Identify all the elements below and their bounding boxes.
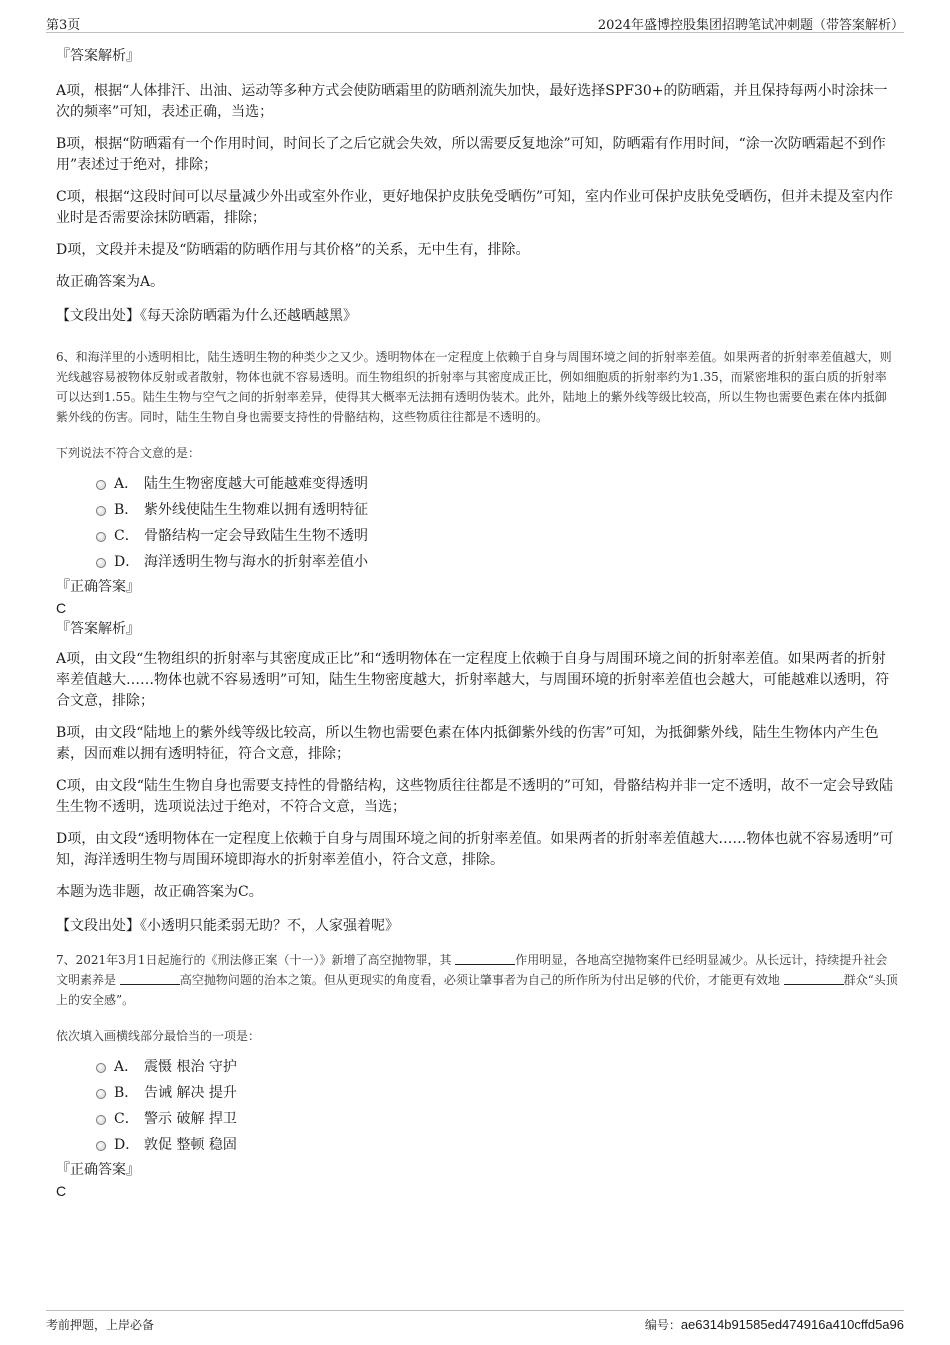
q7-option-c[interactable] — [56, 1106, 898, 1132]
main-content — [56, 44, 898, 1202]
document-id-label: 编号： — [644, 1318, 681, 1332]
document-title: 2024年盛博控股集团招聘笔试冲刺题（带答案解析） — [597, 18, 904, 33]
blank-1 — [455, 952, 515, 965]
q6-answer: C — [56, 600, 67, 616]
q7-answer: C — [56, 1183, 67, 1199]
option-letter: A． — [114, 1059, 139, 1075]
q5-analysis-label: 『答案解析』 — [56, 48, 140, 64]
option-letter: B． — [114, 502, 139, 518]
q5-analysis-c: C项，根据“这段时间可以尽量减少外出或室外作业，更好地保护皮肤免受晒伤”可知，室内作业可保护皮肤免受晒伤，但并未提及室内作业时是否需要涂抹防晒霜，排除； — [56, 189, 894, 226]
q6-option-b[interactable] — [56, 497, 898, 523]
q6-option-d[interactable] — [56, 549, 898, 575]
option-text: 骨骼结构一定会导致陆生生物不透明 — [144, 528, 368, 544]
option-text: 陆生生物密度越大可能越难变得透明 — [144, 476, 368, 492]
q7-stem-part-3: 高空抛物问题的治本之策。但从更现实的角度看，必须让肇事者为自己的所作所为付出足够的代价，才能更有效地 — [179, 973, 784, 987]
q6-conclusion: 本题为选非题，故正确答案为C。 — [56, 884, 263, 900]
option-letter: D． — [114, 1137, 140, 1153]
q6-analysis-c: C项，由文段“陆生生物自身也需要支持性的骨骼结构，这些物质往往都是不透明的”可知，骨骼结构并非一定不透明，故不一定会导致陆生生物不透明，选项说法过于绝对，不符合文意，当选； — [56, 778, 894, 815]
q6-option-c[interactable] — [56, 523, 898, 549]
q6-analysis-label: 『答案解析』 — [56, 621, 140, 637]
q5-analysis-a: A项，根据“人体排汗、出油、运动等多种方式会使防晒霜里的防晒剂流失加快，最好选择SPF30+的防晒霜，并且保持每两小时涂抹一次的频率”可知，表述正确，当选； — [56, 83, 888, 120]
radio-icon[interactable] — [96, 1141, 106, 1151]
q7-stem — [56, 950, 898, 1010]
q7-stem-part-1: 7、2021年3月1日起施行的《刑法修正案（十一）》新增了高空抛物罪，其 — [56, 953, 456, 967]
q7-prompt: 依次填入画横线部分最恰当的一项是： — [56, 1029, 261, 1043]
q5-analysis-d: D项，文段并未提及“防晒霜的防晒作用与其价格”的关系，无中生有，排除。 — [56, 242, 530, 258]
radio-icon[interactable] — [96, 1089, 106, 1099]
option-text: 敦促 整顿 稳固 — [144, 1137, 237, 1153]
blank-2 — [120, 972, 180, 985]
option-letter: B． — [114, 1085, 139, 1101]
q7-stem-part-4: 群众“头顶上的安全感”。 — [56, 973, 898, 1007]
option-letter: C． — [114, 528, 139, 544]
q7-stem-part-2: 作用明显，各地高空抛物案件已经明显减少。从长远计，持续提升社会文明素养是 — [56, 953, 888, 987]
option-letter: A． — [114, 476, 139, 492]
q6-analysis-d: D项，由文段“透明物体在一定程度上依赖于自身与周围环境之间的折射率差值。如果两者的折射率差值越大……物体也就不容易透明”可知，海洋透明生物与周围环境即海水的折射率差值小，符合文意，排除。 — [56, 831, 894, 868]
option-text: 震慑 根治 守护 — [144, 1059, 237, 1075]
q7-option-d[interactable] — [56, 1132, 898, 1158]
blank-3 — [784, 972, 844, 985]
document-id — [645, 1316, 904, 1333]
q7-answer-label: 『正确答案』 — [56, 1162, 140, 1178]
radio-icon[interactable] — [96, 1063, 106, 1073]
q5-analysis-b: B项，根据“防晒霜有一个作用时间，时间长了之后它就会失效，所以需要反复地涂”可知，防晒霜有作用时间，“涂一次防晒霜起不到作用”表述过于绝对，排除； — [56, 136, 886, 173]
radio-icon[interactable] — [96, 532, 106, 542]
radio-icon[interactable] — [96, 558, 106, 568]
q6-source: 【文段出处】《小透明只能柔弱无助？不，人家强着呢》 — [56, 918, 399, 934]
option-text: 海洋透明生物与海水的折射率差值小 — [144, 554, 368, 570]
q6-prompt: 下列说法不符合文意的是： — [56, 446, 201, 460]
option-text: 告诫 解决 提升 — [144, 1085, 237, 1101]
q6-answer-label: 『正确答案』 — [56, 579, 140, 595]
option-text: 紫外线使陆生生物难以拥有透明特征 — [144, 502, 368, 518]
radio-icon[interactable] — [96, 1115, 106, 1125]
option-letter: D． — [114, 554, 140, 570]
q7-options — [56, 1054, 898, 1158]
q6-options — [56, 471, 898, 575]
q7-option-a[interactable] — [56, 1054, 898, 1080]
page-header — [46, 12, 904, 33]
option-letter: C． — [114, 1111, 139, 1127]
q7-option-b[interactable] — [56, 1080, 898, 1106]
document-id-value: ae6314b91585ed474916a410cffd5a96 — [680, 1317, 904, 1332]
radio-icon[interactable] — [96, 506, 106, 516]
q6-analysis-a: A项，由文段“生物组织的折射率与其密度成正比”和“透明物体在一定程度上依赖于自身与周围环境之间的折射率差值。如果两者的折射率差值越大……物体也就不容易透明”可知，陆生生物密度越大，折射率越大，与周围环境的折射率差值也会越大，可能越难以透明，符合文意，排除； — [56, 651, 890, 709]
page-footer — [46, 1310, 904, 1333]
radio-icon[interactable] — [96, 480, 106, 490]
option-text: 警示 破解 捍卫 — [144, 1111, 237, 1127]
q6-analysis-b: B项，由文段“陆地上的紫外线等级比较高，所以生物也需要色素在体内抵御紫外线的伤害”可知，为抵御紫外线，陆生生物体内产生色素，因而难以拥有透明特征，符合文意，排除； — [56, 725, 879, 762]
q6-option-a[interactable] — [56, 471, 898, 497]
q5-conclusion: 故正确答案为A。 — [56, 274, 165, 290]
q6-stem: 6、和海洋里的小透明相比，陆生透明生物的种类少之又少。透明物体在一定程度上依赖于自身与周围环境之间的折射率差值。如果两者的折射率差值越大，则光线越容易被物体反射或者散射，物体也就不容易透明。而生物组织的折射率与其密度成正比，例如细胞质的折射率约为1.35，而紧密堆积的蛋白质的折射率可以达到1.55。陆生生物与空气之间的折射率差异，使得其大概率无法拥有透明伪装术。此外，陆地上的紫外线等级比较高，所以生物也需要色素在体内抵御紫外线的伤害。同时，陆生生物自身也需要支持性的骨骼结构，这些物质往往都是不透明的。 — [56, 350, 892, 424]
footer-slogan: 考前押题，上岸必备 — [46, 1318, 155, 1332]
page-number: 第3页 — [46, 18, 81, 33]
q5-source: 【文段出处】《每天涂防晒霜为什么还越晒越黑》 — [56, 308, 357, 324]
